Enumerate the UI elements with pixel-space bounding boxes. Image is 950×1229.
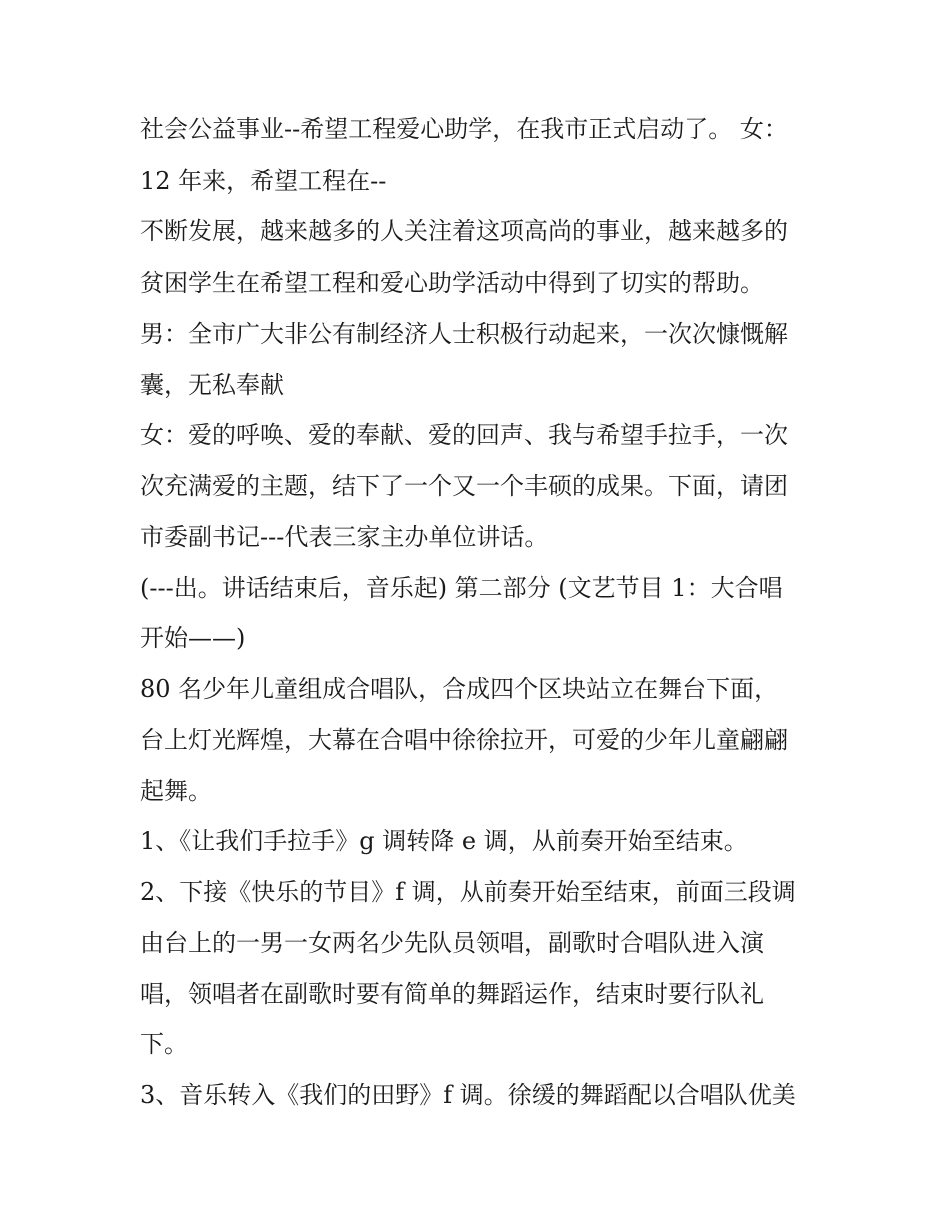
text-line: 社会公益事业--希望工程爱心助学，在我市正式启动了。 女： (140, 115, 788, 143)
text-line: 台上灯光辉煌，大幕在合唱中徐徐拉开，可爱的少年儿童翩翩 (140, 726, 788, 754)
text-line: 12 年来，希望工程在-- (140, 167, 387, 195)
text-line: 3、音乐转入《我们的田野》f 调。徐缓的舞蹈配以合唱队优美 (140, 1081, 796, 1109)
text-line: 女：爱的呼唤、爱的奉献、爱的回声、我与希望手拉手，一次 (140, 421, 788, 449)
text-line: 不断发展，越来越多的人关注着这项高尚的事业，越来越多的 (140, 217, 788, 245)
text-line: 开始——) (140, 624, 246, 652)
text-line: 市委副书记---代表三家主办单位讲话。 (140, 523, 549, 551)
text-line: 由台上的一男一女两名少先队员领唱，副歌时合唱队进入演 (140, 929, 764, 957)
text-line: 唱，领唱者在副歌时要有简单的舞蹈运作，结束时要行队礼 (140, 980, 764, 1008)
text-line: 2、下接《快乐的节目》f 调，从前奏开始至结束，前面三段调 (140, 878, 796, 906)
text-line: 贫困学生在希望工程和爱心助学活动中得到了切实的帮助。 (140, 269, 764, 297)
text-line: 囊，无私奉献 (140, 371, 284, 399)
text-line: 起舞。 (140, 777, 212, 805)
text-line: 下。 (140, 1030, 188, 1058)
text-line: 男：全市广大非公有制经济人士积极行动起来，一次次慷慨解 (140, 320, 788, 348)
text-line: 次充满爱的主题，结下了一个又一个丰硕的成果。下面，请团 (140, 472, 788, 500)
text-line: 80 名少年儿童组成合唱队，合成四个区块站立在舞台下面， (140, 675, 779, 703)
text-line: (---出。讲话结束后，音乐起) 第二部分 (文艺节目 1：大合唱 (140, 574, 783, 602)
text-line: 1、《让我们手拉手》g 调转降 e 调，从前奏开始至结束。 (140, 827, 748, 855)
